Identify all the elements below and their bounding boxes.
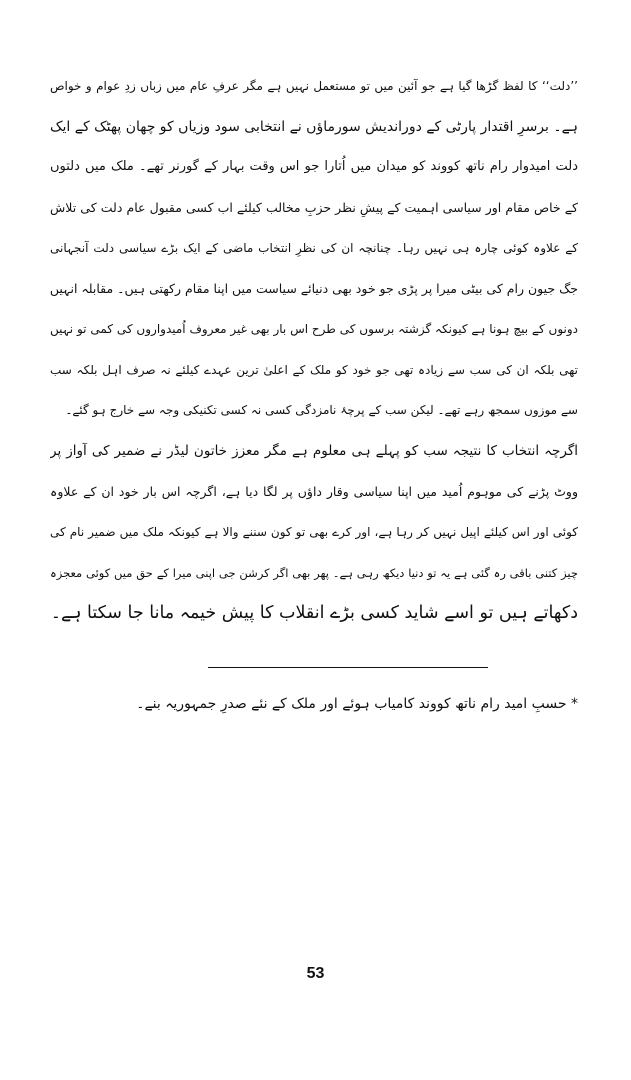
text-line: اگرچہ انتخاب کا نتیجہ سب کو پہلے ہی معلوم ہے مگر معزز خاتون لیڈر نے ضمیر کی آواز پر bbox=[50, 443, 578, 459]
text-line: ووٹ پڑنے کی موہوم اُمید میں اپنا سیاسی وقار داؤں پر لگا دیا ہے، اگرچہ اس بار خود ان کے علاوہ bbox=[50, 483, 578, 499]
text-line: دکھاتے ہیں تو اسے شاید کسی بڑے انقلاب کا پیش خیمہ مانا جا سکتا ہے۔ bbox=[50, 603, 578, 623]
footnote: * حسبِ امید رام ناتھ کووند کامیاب ہوئے اور ملک کے نئے صدرِ جمہوریہ بنے۔ bbox=[136, 696, 578, 712]
text-line: ہے۔ برسرِ اقتدار پارٹی کے دوراندیش سورماؤں نے انتخابی سود وزیاں کو چھان پھٹک کے ایک bbox=[50, 118, 578, 135]
text-line: کے علاوہ کوئی چارہ ہی نہیں رہا۔ چنانچہ ان کی نظرِ انتخاب ماضی کے ایک بڑے سیاسی دلت آنجہانی bbox=[50, 241, 578, 255]
text-line: دلت امیدوار رام ناتھ کووند کو میدان میں اُتارا جو اس وقت بہار کے گورنر تھے۔ ملک میں دلتوں bbox=[50, 159, 578, 174]
text-line: کے خاص مقام اور سیاسی اہمیت کے پیشِ نظر حزبِ مخالب کیلئے اب کسی مقبول عام دلت کی تلاش bbox=[50, 199, 578, 215]
text-line: ’’دلت‘‘ کا لفظ گڑھا گیا ہے جو آئین میں تو مستعمل نہیں ہے مگر عرفِ عام میں زباں زدِ عوام و خواص bbox=[50, 79, 578, 93]
paragraph-1 bbox=[50, 66, 578, 431]
text-line: سے موزوں سمجھ رہے تھے۔ لیکن سب کے پرچۂ نامزدگی کسی نہ کسی تکنیکی وجہ سے خارج ہو گئے۔ bbox=[65, 403, 578, 417]
text-line: تھی بلکہ ان کی سب سے زیادہ تھی جو خود کو ملک کے اعلیٰ ترین عہدے کیلئے نہ صرف اہل بلکہ سب bbox=[50, 362, 578, 377]
text-line: کوئی اور اس کیلئے اپیل نہیں کر رہا ہے، اور کرے بھی تو کون سننے والا ہے کیونکہ ملک میں ضمیر نام کی bbox=[50, 525, 578, 539]
text-line: جگ جیون رام کی بیٹی میرا پر پڑی جو خود بھی دنیائے سیاست میں اپنا مقام رکھتی ہیں۔ مقابلہ انہیں bbox=[50, 280, 578, 296]
text-line: دونوں کے بیچ ہونا ہے کیونکہ گزشتہ برسوں کی طرح اس بار بھی غیر معروف اُمیدواروں کی کمی تو نہیں bbox=[50, 322, 578, 336]
paragraph-2 bbox=[50, 431, 578, 634]
page-number: 53 bbox=[306, 965, 325, 982]
footnote-divider bbox=[208, 667, 488, 668]
text-line: چیز کتنی باقی رہ گئی ہے یہ تو دنیا دیکھ رہی ہے۔ پھر بھی اگر کرشن جی اپنی میرا کے حق میں کوئی معجزہ bbox=[50, 565, 578, 580]
